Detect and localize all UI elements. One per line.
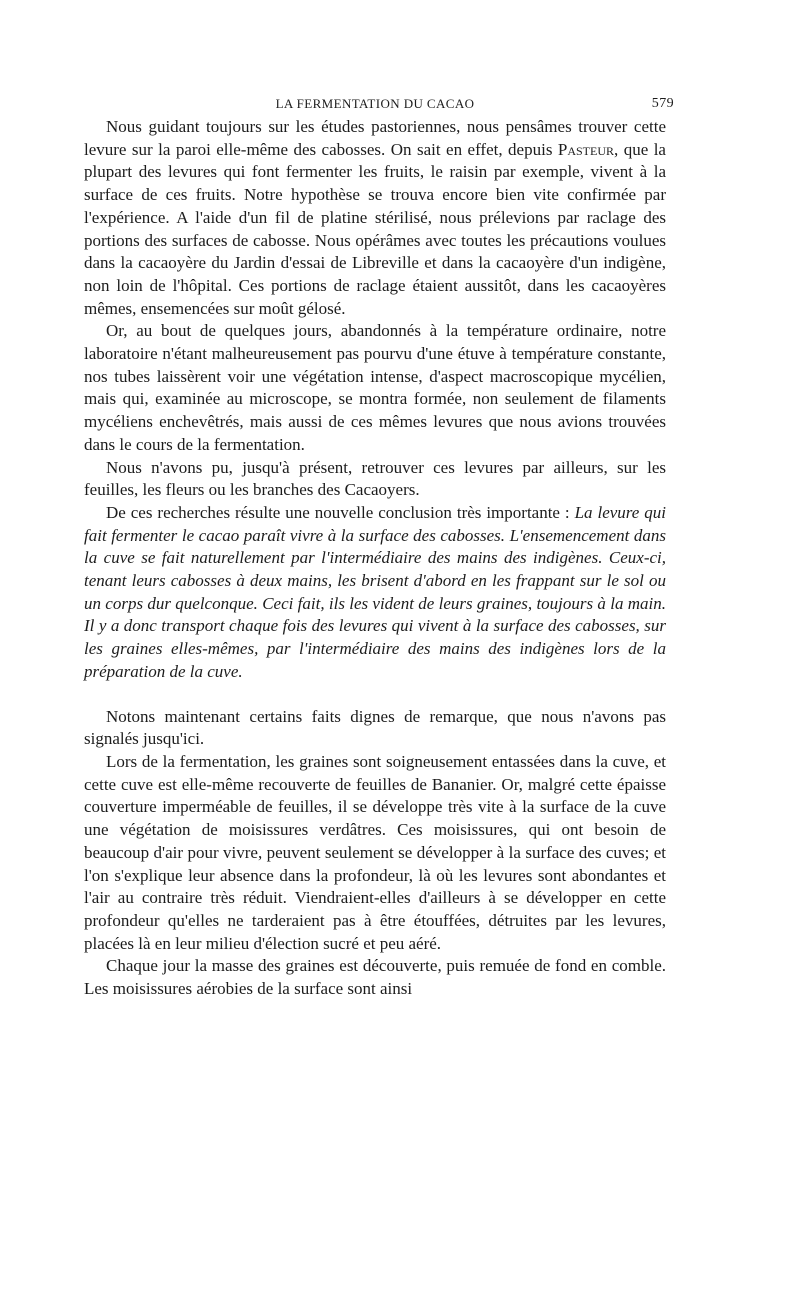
running-title: LA FERMENTATION DU CACAO xyxy=(275,96,475,111)
paragraph-6: Lors de la fermentation, les graines sont soigneusement entassées dans la cuve, et cette cuve est elle-même recouverte de feuilles de Bananier. Or, malgré cette épaisse couverture imperméable de feuilles, il se développe très vite à la surface de la cuve une végétation de moisissures verdâtres. Ces moisissures, qui ont besoin de beaucoup d'air pour vivre, peuvent seulement se développer à la surface des cuves; et l'on s'explique leur absence dans la profondeur, là où les levures sont abondantes et l'air au contraire très réduit. Viendraient-elles d'ailleurs à se développer en cette profondeur qu'elles ne tarderaient pas à être étouffées, détruites par les levures, placées là en leur milieu d'élection sucré et peu aéré. xyxy=(84,751,666,953)
paragraph-2: Or, au bout de quelques jours, abandonnés à la température ordinaire, notre laboratoire n'étant malheureusement pas pourvu d'une étuve à température constante, nos tubes laissèrent voir une végétation intense, d'aspect macroscopique mycélien, mais qui, examinée au microscope, se montra formée, non seulement de filaments mycéliens enchevêtrés, mais aussi de ces mêmes levures que nous avions trouvées dans le cours de la fermentation. xyxy=(84,321,666,454)
paragraph-1-end: , que la plupart des levures qui font fermenter les fruits, le raisin par exemple, vivent à la surface de ces fruits. Notre hypothèse se trouva encore bien vite confirmée par l'expérience. A l'aide d'un fil de platine stérilisé, nous prélevions par raclage des portions des surfaces de cabosse. Nous opérâmes avec toutes les précautions voulues dans la cacaoyère du Jardin d'essai de Libreville et dans la cacaoyère d'un indigène, non loin de l'hôpital. Ces portions de raclage étaient aussitôt, dans les cacaoyères mêmes, ensemencées sur moût gélosé. xyxy=(84,139,666,318)
document-page xyxy=(84,90,674,1001)
paragraph-1 xyxy=(84,116,666,320)
paragraph-4 xyxy=(84,502,666,684)
paragraph-1-start: Nous guidant toujours sur les études pastoriennes, nous pensâmes trouver cette levure sur la paroi elle-même des cabosses. On sait en effet, depuis xyxy=(84,117,666,159)
paragraph-7: Chaque jour la masse des graines est découverte, puis remuée de fond en comble. Les moisissures aérobies de la surface sont ainsi xyxy=(84,956,666,999)
page-number: 579 xyxy=(651,96,674,111)
author-name-pasteur: Pasteur xyxy=(557,139,615,159)
italic-conclusion: La levure qui fait fermenter le cacao paraît vivre à la surface des cabosses. L'ensemencement dans la cuve se fait naturellement par l'intermédiaire des mains des indigènes. Ceux-ci, tenant leurs cabosses à deux mains, les brisent d'abord en les frappant sur le sol ou un corps dur quelconque. Ceci fait, ils les vident de leurs graines, toujours à la main. Il y a donc transport chaque fois des levures qui vivent à la surface des cabosses, sur les graines elles-mêmes, par l'intermédiaire des mains des indigènes lors de la préparation de la cuve. xyxy=(84,502,667,681)
paragraph-3: Nous n'avons pu, jusqu'à présent, retrouver ces levures par ailleurs, sur les feuilles, les fleurs ou les branches des Cacaoyers. xyxy=(84,457,666,500)
paragraph-5: Notons maintenant certains faits dignes de remarque, que nous n'avons pas signalés jusqu'ici. xyxy=(84,706,666,749)
body-text xyxy=(84,116,666,1001)
running-header xyxy=(84,90,674,116)
paragraph-4-intro: De ces recherches résulte une nouvelle conclusion très importante : xyxy=(106,502,575,522)
